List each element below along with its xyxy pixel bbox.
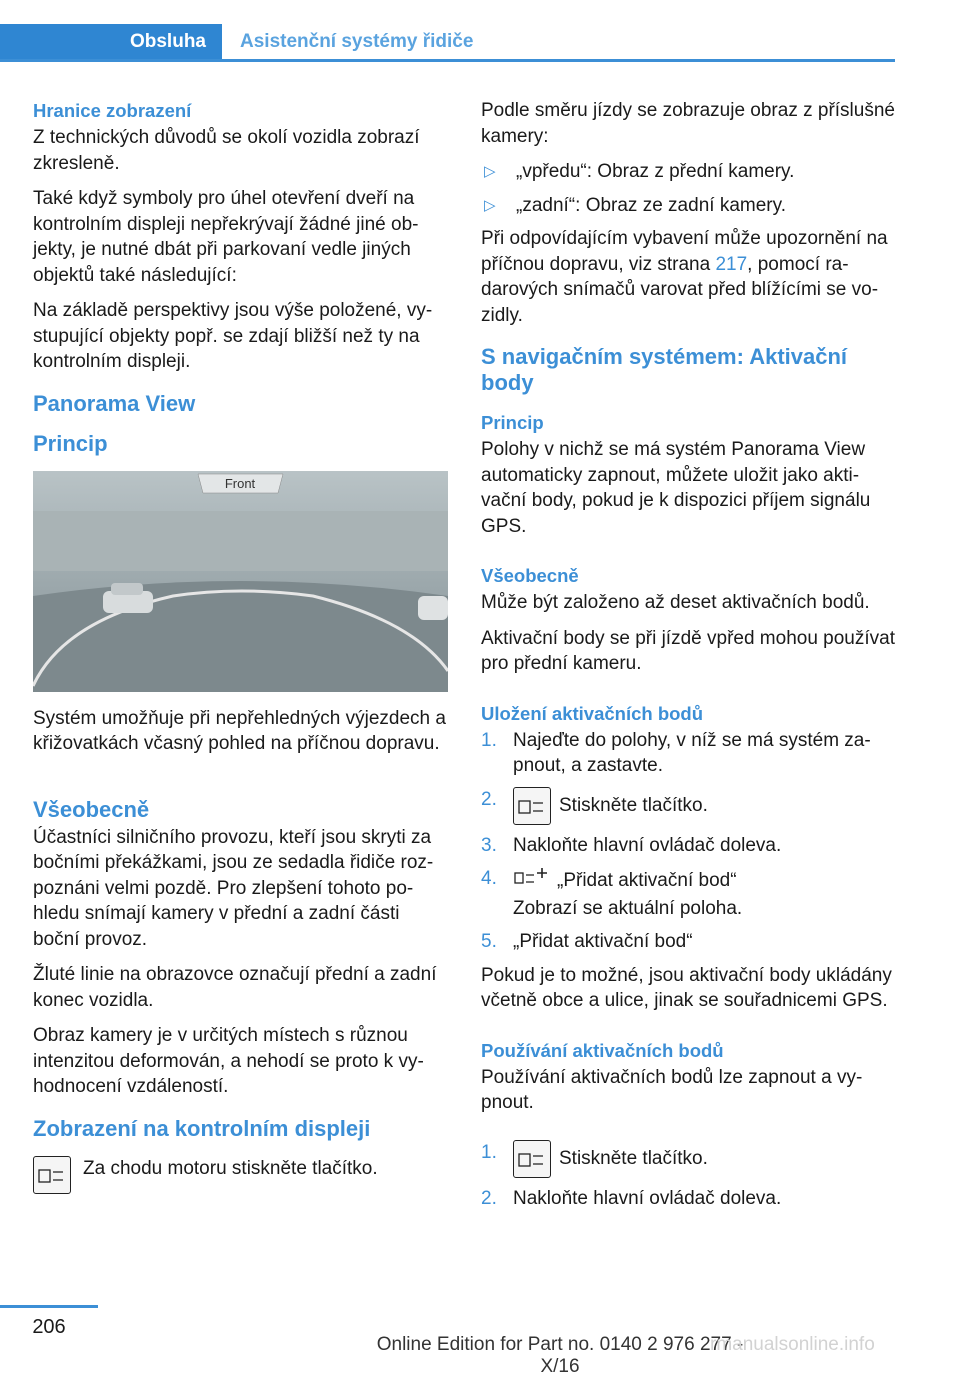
tab-asistencni-systemy[interactable]: Asistenční systémy řidiče <box>240 31 474 52</box>
instruction-text: Za chodu motoru stiskněte tlačítko. <box>83 1157 378 1179</box>
paragraph: Také když symboly pro úhel otevření dveří na kontrolním displeji nepřekrývají žádné jiné objekty, je nutné dbát při parkovaní vedle jiných objektů také následující: <box>33 188 419 286</box>
list-item: 1. Stiskněte tlačítko. <box>481 1140 896 1178</box>
panorama-view-button-icon <box>513 787 551 825</box>
list-item: 1. Najeďte do polohy, v níž se má systém zapnout, a zastavte. <box>481 729 871 776</box>
heading-ulozeni: Uložení aktivačních bodů <box>481 702 704 724</box>
heading-princip: Princip <box>33 430 108 456</box>
heading-panorama-view: Panorama View <box>33 390 196 416</box>
list-item: ▷ „vpředu“: Obraz z přední kamery. <box>484 161 795 182</box>
heading-hranice: Hranice zobrazení <box>33 100 192 121</box>
list-item: 5. „Přidat aktivační bod“ <box>481 931 693 952</box>
add-activation-point-icon <box>513 866 549 896</box>
page-number: 206 <box>32 1316 66 1338</box>
heading-vseobecne: Všeobecně <box>481 565 579 586</box>
list-item: 2. Nakloňte hlavní ovládač doleva. <box>481 1187 782 1209</box>
header-bar <box>0 24 895 62</box>
left-column <box>33 98 448 1194</box>
paragraph: Účastníci silničního provozu, kteří jsou skryti za bočními překážkami, jsou ze sedadla řidiče rozpoznáni velmi pozdě. Pro zlepšení tohoto pohledu snímají kamery v přední a zadní části boční provoz. <box>33 826 434 950</box>
list-item: ▷ „zadní“: Obraz ze zadní kamery. <box>484 194 786 216</box>
tab-obsluha[interactable]: Obsluha <box>0 24 222 59</box>
page-link-217[interactable]: 217 <box>715 253 748 275</box>
heading-navigacni-system: S navigačním systémem: Aktivační body <box>481 344 848 395</box>
paragraph: Žluté linie na obrazovce označují přední a zadní konec vozidla. <box>33 964 437 1011</box>
paragraph: Používání aktivačních bodů lze zapnout a vypnout. <box>481 1066 863 1113</box>
panorama-view-button-icon <box>513 1140 551 1178</box>
edition-note: Online Edition for Part no. 0140 2 976 277 - X/16 <box>376 1334 744 1377</box>
paragraph: Polohy v nichž se má systém Panorama View automaticky zapnout, můžete uložit jako aktivační body, pokud je k dispozici příjem signálu GPS. <box>481 439 871 537</box>
list-item: 2. Stiskněte tlačítko. <box>481 787 896 825</box>
instruction-row <box>33 1156 448 1194</box>
paragraph: Systém umožňuje při nepřehledných výjezdech a křižovatkách včasný pohled na příčnou dopravu. <box>33 707 446 754</box>
paragraph: Aktivační body se při jízdě vpřed mohou používat pro přední kameru. <box>481 627 896 674</box>
footer-rule <box>0 1305 98 1308</box>
paragraph: Obraz kamery je v určitých místech s různou intenzitou deformován, a nehodí se proto k vyhodnocení vzdáleností. <box>33 1025 424 1097</box>
heading-vseobecne: Všeobecně <box>33 796 150 822</box>
list-item: 4. „Přidat aktivační bod“ Zobrazí se aktuální poloha. <box>481 868 743 919</box>
paragraph: Podle směru jízdy se zobrazuje obraz z příslušné kamery: <box>481 100 895 147</box>
paragraph: Při odpovídajícím vybavení může upozornění na příčnou dopravu, viz strana 217, pomocí radarových snímačů varovat před blížícími se vozidly. <box>481 228 888 326</box>
panorama-view-button-icon <box>33 1156 71 1194</box>
heading-princip: Princip <box>481 412 544 433</box>
paragraph: Z technických důvodů se okolí vozidla zobrazí zkresleně. <box>33 127 420 174</box>
watermark: rmanualsonline.info <box>710 1334 875 1355</box>
heading-pouzivani: Používání aktivačních bodů <box>481 1039 724 1061</box>
right-column <box>481 98 896 1219</box>
paragraph: Na základě perspektivy jsou výše položené, vystupující objekty popř. se zdají bližší než ty na kontrolním displeji. <box>33 300 433 372</box>
list-item: 3. Nakloňte hlavní ovládač doleva. <box>481 834 782 856</box>
paragraph: Pokud je to možné, jsou aktivační body ukládány včetně obce a ulice, jinak se souřadnicemi GPS. <box>481 964 892 1011</box>
paragraph: Může být založeno až deset aktivačních bodů. <box>481 592 870 613</box>
panorama-view-image <box>33 471 448 692</box>
heading-zobrazeni: Zobrazení na kontrolním displeji <box>33 1115 371 1141</box>
image-label-front: Front <box>224 475 256 491</box>
